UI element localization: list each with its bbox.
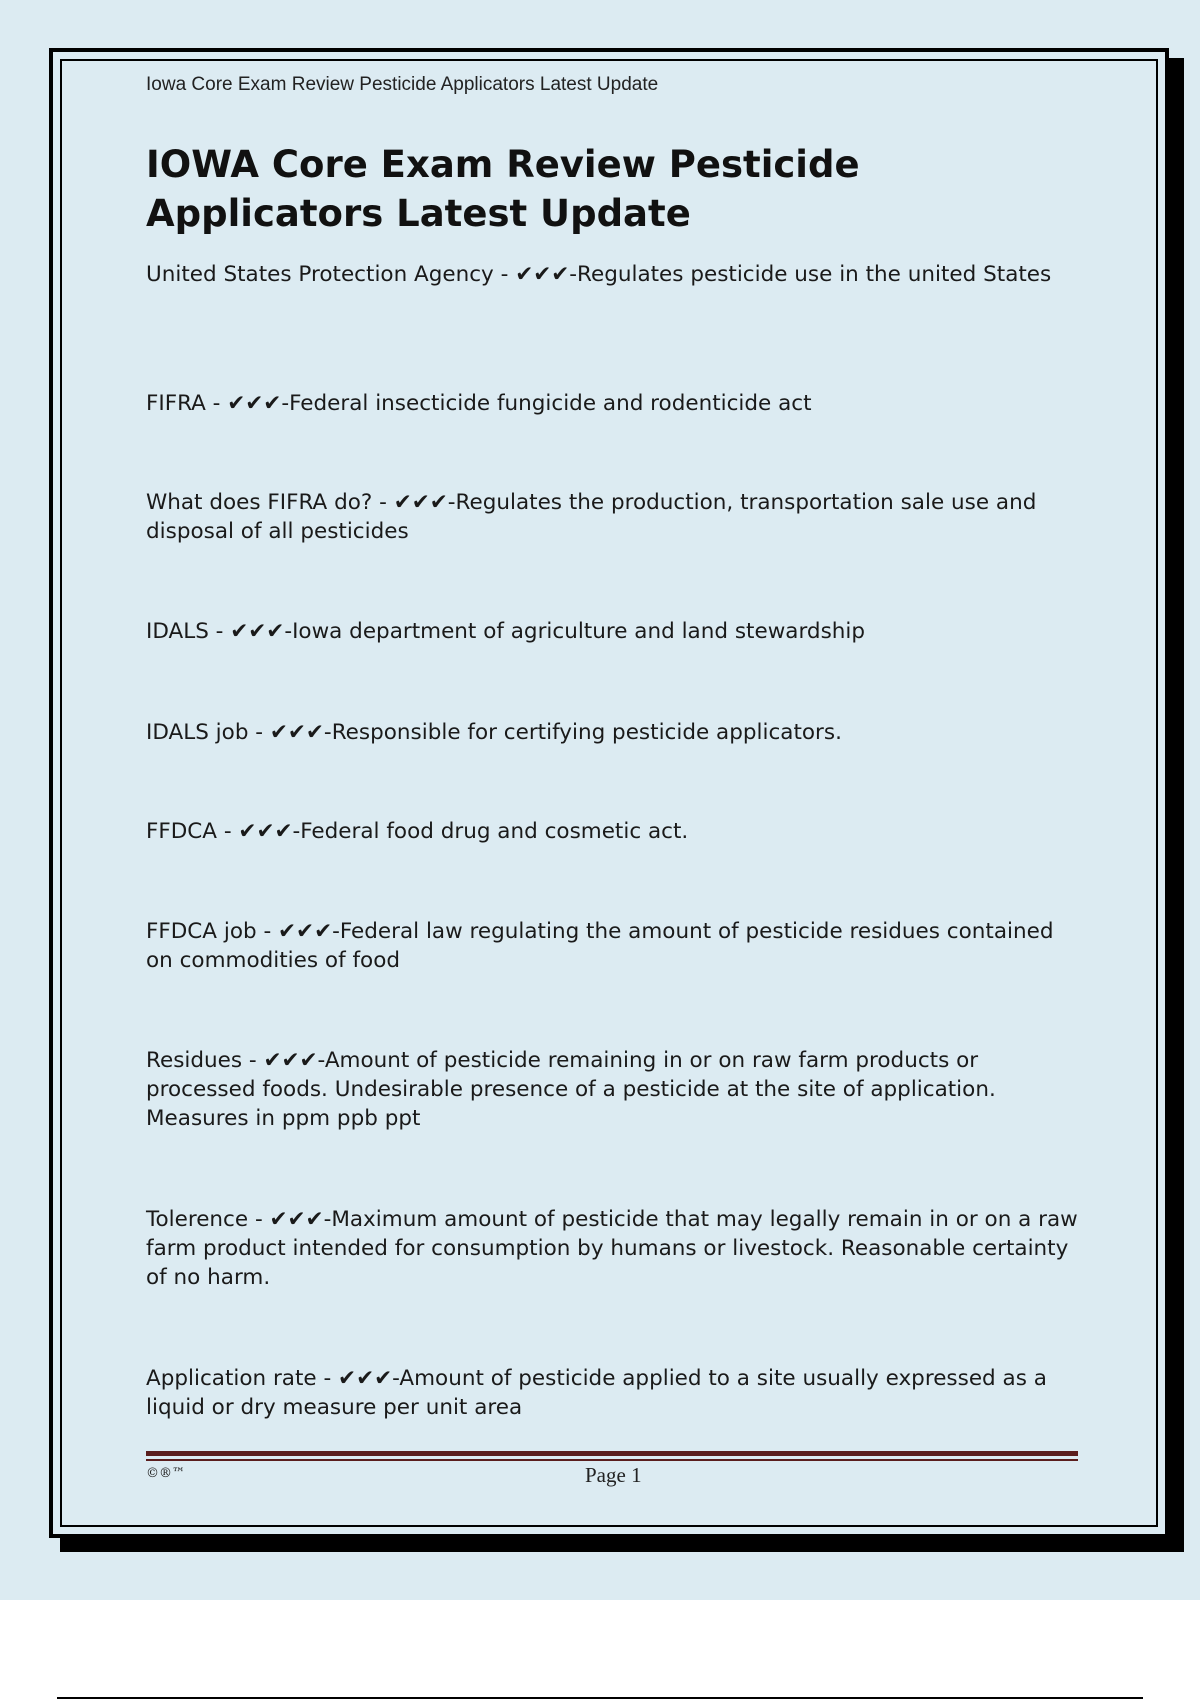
footer-rule-thin (146, 1459, 1078, 1461)
next-page-top-rule (57, 1697, 1143, 1699)
entry-tolerence: Tolerence - ✔✔✔-Maximum amount of pesticide that may legally remain in or on a raw farm product intended for consumption by humans or livestock. Reasonable certainty of no harm. (146, 1207, 1078, 1290)
page-number: Page 1 (585, 1463, 642, 1487)
entry-application-rate: Application rate - ✔✔✔-Amount of pesticide applied to a site usually expressed as a liquid or dry measure per unit area (146, 1366, 1047, 1420)
entry-ffdca: FFDCA - ✔✔✔-Federal food drug and cosmetic act. (146, 819, 689, 844)
running-header: Iowa Core Exam Review Pesticide Applicators Latest Update (146, 74, 659, 95)
entry-idals: IDALS - ✔✔✔-Iowa department of agriculture and land stewardship (146, 619, 866, 644)
entry-fifra: FIFRA - ✔✔✔-Federal insecticide fungicide and rodenticide act (146, 391, 812, 416)
entry-fifra-role: What does FIFRA do? - ✔✔✔-Regulates the production, transportation sale use and disposal of all pesticides (146, 490, 1037, 544)
footer-rule (146, 1451, 1078, 1456)
entry-epa: United States Protection Agency - ✔✔✔-Regulates pesticide use in the united States (146, 262, 1052, 287)
document-title: IOWA Core Exam Review Pesticide Applicators Latest Update (146, 143, 860, 235)
entry-ffdca-job: FFDCA job - ✔✔✔-Federal law regulating the amount of pesticide residues contained on commodities of food (146, 919, 1054, 973)
footer-trademark-symbols: ©®™ (146, 1466, 185, 1481)
entry-residues: Residues - ✔✔✔-Amount of pesticide remaining in or on raw farm products or processed foods. Undesirable presence of a pesticide at the site of application. Measures in ppm ppb ppt (146, 1048, 996, 1131)
entry-idals-job: IDALS job - ✔✔✔-Responsible for certifying pesticide applicators. (146, 720, 842, 745)
